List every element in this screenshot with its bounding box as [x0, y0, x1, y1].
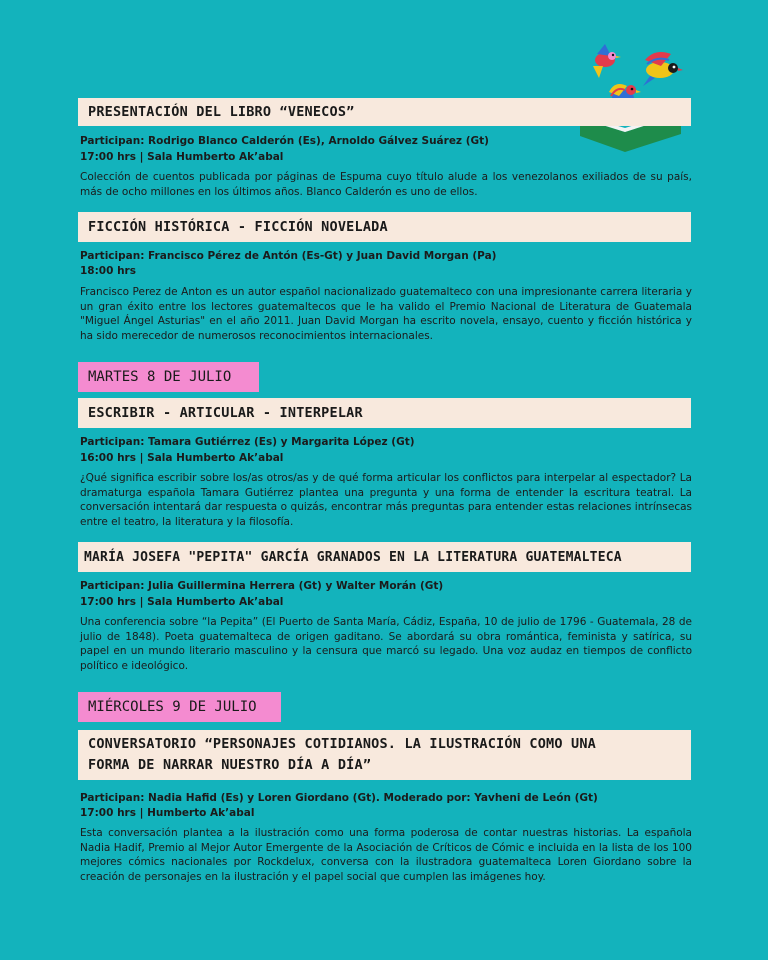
session-participants: Participan: Rodrigo Blanco Calderón (Es), Arnoldo Gálvez Suárez (Gt): [80, 135, 489, 147]
session-participants: Participan: Tamara Gutiérrez (Es) y Margarita López (Gt): [80, 436, 415, 448]
session-description: Una conferencia sobre “la Pepita” (El Puerto de Santa María, Cádiz, España, 10 de julio de 1796 - Guatemala, 28 de julio de 1848). Poeta guatemalteca de origen gaditano. Se abordará su obra romántica, feminista y satírica, su papel en un mundo literario masculino y la censura que marcó su legado. Una voz audaz en tiempos de conflicto político e ideológico.: [80, 616, 692, 672]
session-title-pepita: MARÍA JOSEFA "PEPITA" GARCÍA GRANADOS EN LA LITERATURA GUATEMALTECA: [78, 542, 691, 572]
session-description: Esta conversación plantea a la ilustración como una forma poderosa de contar nuestras historias. La española Nadia Hadif, Premio al Mejor Autor Emergente de la Asociación de Críticos de Cómic e incluida en la lista de los 100 mejores cómics nacionales por Rockdelux, conversa con la ilustradora guatemalteca Loren Giordano sobre la creación de personajes en la ilustración y el papel social que cumplen las imágenes hoy.: [80, 827, 692, 883]
session-description: ¿Qué significa escribir sobre los/as otros/as y de qué forma articular los conflictos para interpelar al espectador? La dramaturga española Tamara Gutiérrez plantea una pregunta y una forma de entender la escritura teatral. La conversación intentará dar respuesta o quizás, encontrar más preguntas para entender estas relaciones intrínsecas entre el teatro, la literatura y la filosofía.: [80, 472, 692, 528]
bird-icon: [643, 52, 683, 86]
session-time: 17:00 hrs | Sala Humberto Ak’abal: [80, 151, 284, 163]
session-description: Colección de cuentos publicada por páginas de Espuma cuyo título alude a los venezolanos exiliados de su país, más de ocho millones en los últimos años. Blanco Calderón es uno de ellos.: [80, 171, 692, 198]
session-title-line: FORMA DE NARRAR NUESTRO DÍA A DÍA”: [88, 757, 372, 773]
session-title-line: CONVERSATORIO “PERSONAJES COTIDIANOS. LA ILUSTRACIÓN COMO UNA: [88, 736, 596, 752]
session-time: 18:00 hrs: [80, 265, 136, 277]
session-time: 16:00 hrs | Sala Humberto Ak’abal: [80, 452, 284, 464]
session-participants: Participan: Francisco Pérez de Antón (Es-Gt) y Juan David Morgan (Pa): [80, 250, 497, 262]
session-participants: Participan: Julia Guillermina Herrera (Gt) y Walter Morán (Gt): [80, 580, 444, 592]
day-heading-wednesday: MIÉRCOLES 9 DE JULIO: [78, 692, 281, 722]
session-title-conversatorio: [78, 730, 691, 780]
session-time: 17:00 hrs | Sala Humberto Ak’abal: [80, 596, 284, 608]
session-title-escribir: ESCRIBIR - ARTICULAR - INTERPELAR: [78, 398, 691, 428]
session-title-venecos: PRESENTACIÓN DEL LIBRO “VENECOS”: [78, 98, 691, 126]
bird-icon: [593, 44, 621, 78]
session-title-ficcion: FICCIÓN HISTÓRICA - FICCIÓN NOVELADA: [78, 212, 691, 242]
session-time: 17:00 hrs | Humberto Ak’abal: [80, 807, 255, 819]
session-description: Francisco Perez de Anton es un autor español nacionalizado guatemalteco con una impresionante carrera literaria y un gran éxito entre los lectores guatemaltecos que le ha valido el Premio Nacional de Literatura de Guatemala "Miguel Ángel Asturias" en el año 2011. Juan David Morgan ha escrito novela, ensayo, cuento y ficción histórica y ha sido merecedor de numerosos reconocimientos internacionales.: [80, 286, 692, 342]
session-participants: Participan: Nadia Hafid (Es) y Loren Giordano (Gt). Moderado por: Yavheni de León (Gt): [80, 792, 598, 804]
day-heading-tuesday: MARTES 8 DE JULIO: [78, 362, 259, 392]
